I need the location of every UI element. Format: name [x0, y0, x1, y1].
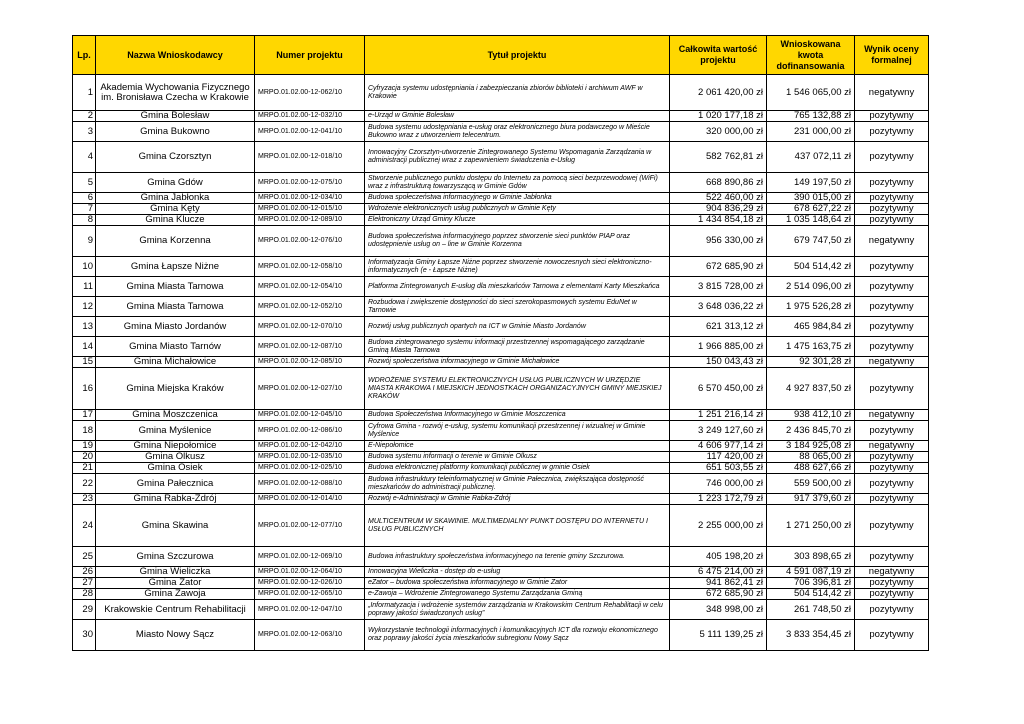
applicant-name: Gmina Korzenna	[96, 226, 255, 257]
total-value: 672 685,90 zł	[670, 257, 767, 277]
row-number: 2	[73, 111, 96, 122]
evaluation-result: pozytywny	[855, 337, 929, 357]
project-number: MRPO.01.02.00-12-070/10	[255, 317, 365, 337]
funding-amount: 488 627,66 zł	[767, 463, 855, 474]
project-title: Elektroniczny Urząd Gminy Klucze	[365, 215, 670, 226]
applicant-name: Gmina Myślenice	[96, 421, 255, 441]
total-value: 746 000,00 zł	[670, 474, 767, 494]
project-number: MRPO.01.02.00-12-085/10	[255, 357, 365, 368]
row-number: 3	[73, 122, 96, 142]
row-number: 26	[73, 567, 96, 578]
project-number: MRPO.01.02.00-12-054/10	[255, 277, 365, 297]
applicant-name: Gmina Jabłonka	[96, 193, 255, 204]
projects-table	[72, 35, 929, 651]
funding-amount: 2 436 845,70 zł	[767, 421, 855, 441]
row-number: 6	[73, 193, 96, 204]
project-title: Budowa systemu udostępniania e-usług oraz elektronicznego biura podawczego w Mieście Bukowno wraz z utworzeniem telecentrum.	[365, 122, 670, 142]
row-number: 15	[73, 357, 96, 368]
table-row	[73, 277, 929, 297]
project-title: Rozwój usług publicznych opartych na ICT w Gminie Miasto Jordanów	[365, 317, 670, 337]
applicant-name: Krakowskie Centrum Rehabilitacji	[96, 600, 255, 620]
funding-amount: 504 514,42 zł	[767, 257, 855, 277]
table-row	[73, 122, 929, 142]
applicant-name: Gmina Czorsztyn	[96, 142, 255, 173]
applicant-name: Gmina Łapsze Niżne	[96, 257, 255, 277]
funding-amount: 88 065,00 zł	[767, 452, 855, 463]
evaluation-result: pozytywny	[855, 204, 929, 215]
table-row	[73, 75, 929, 111]
row-number: 25	[73, 547, 96, 567]
total-value: 904 836,29 zł	[670, 204, 767, 215]
evaluation-result: pozytywny	[855, 297, 929, 317]
table-row	[73, 317, 929, 337]
applicant-name: Gmina Michałowice	[96, 357, 255, 368]
project-number: MRPO.01.02.00-12-014/10	[255, 494, 365, 505]
funding-amount: 437 072,11 zł	[767, 142, 855, 173]
project-number: MRPO.01.02.00-12-027/10	[255, 368, 365, 410]
applicant-name: Gmina Kęty	[96, 204, 255, 215]
project-title: Budowa elektronicznej platformy komunikacji publicznej w gminie Osiek	[365, 463, 670, 474]
project-title: Rozbudowa i zwiększenie dostępności do sieci szerokopasmowych systemu EduNet w Tarnowie	[365, 297, 670, 317]
project-title: Budowa systemu informacji o terenie w Gminie Olkusz	[365, 452, 670, 463]
evaluation-result: pozytywny	[855, 452, 929, 463]
table-row	[73, 441, 929, 452]
project-number: MRPO.01.02.00-12-062/10	[255, 75, 365, 111]
funding-amount: 765 132,88 zł	[767, 111, 855, 122]
applicant-name: Gmina Gdów	[96, 173, 255, 193]
project-number: MRPO.01.02.00-12-075/10	[255, 173, 365, 193]
header-lp: Lp.	[73, 36, 96, 75]
total-value: 522 460,00 zł	[670, 193, 767, 204]
total-value: 941 862,41 zł	[670, 578, 767, 589]
project-title: WDROŻENIE SYSTEMU ELEKTRONICZNYCH USŁUG PUBLICZNYCH W URZĘDZIE MIASTA KRAKOWA I MIEJSKICH JEDNOSTKACH ORGANIZACYJNYCH GMINY MIEJSKIEJ KRAKÓW	[365, 368, 670, 410]
header-project-title: Tytuł projektu	[365, 36, 670, 75]
funding-amount: 390 015,00 zł	[767, 193, 855, 204]
table-row	[73, 410, 929, 421]
project-title: Rozwój społeczeństwa informacyjnego w Gminie Michałowice	[365, 357, 670, 368]
funding-amount: 303 898,65 zł	[767, 547, 855, 567]
evaluation-result: negatywny	[855, 226, 929, 257]
row-number: 8	[73, 215, 96, 226]
funding-amount: 1 035 148,64 zł	[767, 215, 855, 226]
funding-amount: 92 301,28 zł	[767, 357, 855, 368]
project-title: MULTICENTRUM W SKAWINIE. MULTIMEDIALNY PUNKT DOSTĘPU DO INTERNETU I USŁUG PUBLICZNYCH	[365, 505, 670, 547]
project-title: e-Urząd w Gminie Bolesław	[365, 111, 670, 122]
evaluation-result: pozytywny	[855, 589, 929, 600]
row-number: 12	[73, 297, 96, 317]
project-number: MRPO.01.02.00-12-041/10	[255, 122, 365, 142]
applicant-name: Akademia Wychowania Fizycznego im. Bronisława Czecha w Krakowie	[96, 75, 255, 111]
evaluation-result: pozytywny	[855, 600, 929, 620]
row-number: 18	[73, 421, 96, 441]
header-total-value: Całkowita wartość projektu	[670, 36, 767, 75]
row-number: 14	[73, 337, 96, 357]
table-row	[73, 173, 929, 193]
evaluation-result: negatywny	[855, 75, 929, 111]
project-title: Informatyzacja Gminy Łapsze Niżne poprzez stworzenie nowoczesnych sieci elektroniczno-informatycznych (e - Łapsze Niżne)	[365, 257, 670, 277]
total-value: 348 998,00 zł	[670, 600, 767, 620]
header-funding: Wnioskowana kwota dofinansowania	[767, 36, 855, 75]
applicant-name: Gmina Miasta Tarnowa	[96, 277, 255, 297]
project-title: Platforma Zintegrowanych E-usług dla mieszkańców Tarnowa z elementami Karty Mieszkańca	[365, 277, 670, 297]
row-number: 11	[73, 277, 96, 297]
table-row	[73, 567, 929, 578]
funding-amount: 4 591 087,19 zł	[767, 567, 855, 578]
funding-amount: 149 197,50 zł	[767, 173, 855, 193]
funding-amount: 2 514 096,00 zł	[767, 277, 855, 297]
applicant-name: Gmina Miasto Tarnów	[96, 337, 255, 357]
total-value: 651 503,55 zł	[670, 463, 767, 474]
project-number: MRPO.01.02.00-12-034/10	[255, 193, 365, 204]
table-row	[73, 620, 929, 651]
row-number: 21	[73, 463, 96, 474]
project-title: Innowacyjny Czorsztyn-utworzenie Zintegrowanego Systemu Wspomagania Zarządzania w administracji publicznej wraz z zapewnieniem świadczenia e-Usług	[365, 142, 670, 173]
funding-amount: 231 000,00 zł	[767, 122, 855, 142]
total-value: 405 198,20 zł	[670, 547, 767, 567]
project-title: Cyfrowa Gmina - rozwój e-usług, systemu komunikacji przestrzennej i wizualnej w Gminie Myślenice	[365, 421, 670, 441]
table-row	[73, 215, 929, 226]
header-project-number: Numer projektu	[255, 36, 365, 75]
evaluation-result: pozytywny	[855, 111, 929, 122]
total-value: 3 815 728,00 zł	[670, 277, 767, 297]
row-number: 24	[73, 505, 96, 547]
project-number: MRPO.01.02.00-12-077/10	[255, 505, 365, 547]
table-row	[73, 600, 929, 620]
row-number: 5	[73, 173, 96, 193]
table-row	[73, 297, 929, 317]
funding-amount: 917 379,60 zł	[767, 494, 855, 505]
applicant-name: Gmina Moszczenica	[96, 410, 255, 421]
row-number: 29	[73, 600, 96, 620]
table-row	[73, 474, 929, 494]
table-row	[73, 142, 929, 173]
project-number: MRPO.01.02.00-12-064/10	[255, 567, 365, 578]
total-value: 3 648 036,22 zł	[670, 297, 767, 317]
table-row	[73, 589, 929, 600]
total-value: 3 249 127,60 zł	[670, 421, 767, 441]
applicant-name: Gmina Pałecznica	[96, 474, 255, 494]
total-value: 1 966 885,00 zł	[670, 337, 767, 357]
table-row	[73, 357, 929, 368]
evaluation-result: pozytywny	[855, 173, 929, 193]
evaluation-result: pozytywny	[855, 578, 929, 589]
funding-amount: 678 627,22 zł	[767, 204, 855, 215]
applicant-name: Gmina Miasta Tarnowa	[96, 297, 255, 317]
table-row	[73, 193, 929, 204]
applicant-name: Gmina Bukowno	[96, 122, 255, 142]
funding-amount: 559 500,00 zł	[767, 474, 855, 494]
header-result: Wynik oceny formalnej	[855, 36, 929, 75]
total-value: 668 890,86 zł	[670, 173, 767, 193]
project-number: MRPO.01.02.00-12-065/10	[255, 589, 365, 600]
total-value: 6 475 214,00 zł	[670, 567, 767, 578]
funding-amount: 938 412,10 zł	[767, 410, 855, 421]
applicant-name: Gmina Rabka-Zdrój	[96, 494, 255, 505]
row-number: 17	[73, 410, 96, 421]
total-value: 956 330,00 zł	[670, 226, 767, 257]
total-value: 1 020 177,18 zł	[670, 111, 767, 122]
project-number: MRPO.01.02.00-12-035/10	[255, 452, 365, 463]
row-number: 1	[73, 75, 96, 111]
total-value: 150 043,43 zł	[670, 357, 767, 368]
project-title: Rozwój e-Administracji w Gminie Rabka-Zdrój	[365, 494, 670, 505]
applicant-name: Gmina Osiek	[96, 463, 255, 474]
applicant-name: Gmina Klucze	[96, 215, 255, 226]
total-value: 2 061 420,00 zł	[670, 75, 767, 111]
project-number: MRPO.01.02.00-12-076/10	[255, 226, 365, 257]
total-value: 1 434 854,18 zł	[670, 215, 767, 226]
evaluation-result: pozytywny	[855, 368, 929, 410]
total-value: 2 255 000,00 zł	[670, 505, 767, 547]
total-value: 1 251 216,14 zł	[670, 410, 767, 421]
project-title: Cyfryzacja systemu udostępniania i zabezpieczania zbiorów biblioteki i archiwum AWF w Krakowie	[365, 75, 670, 111]
row-number: 19	[73, 441, 96, 452]
row-number: 22	[73, 474, 96, 494]
project-title: Wykorzystanie technologii informacyjnych i komunikacyjnych ICT dla rozwoju ekonomicznego oraz poprawy jakości życia mieszkańców subregionu Nowy Sącz	[365, 620, 670, 651]
applicant-name: Gmina Zator	[96, 578, 255, 589]
applicant-name: Gmina Bolesław	[96, 111, 255, 122]
evaluation-result: pozytywny	[855, 317, 929, 337]
applicant-name: Miasto Nowy Sącz	[96, 620, 255, 651]
total-value: 582 762,81 zł	[670, 142, 767, 173]
row-number: 4	[73, 142, 96, 173]
total-value: 1 223 172,79 zł	[670, 494, 767, 505]
applicant-name: Gmina Miasto Jordanów	[96, 317, 255, 337]
project-number: MRPO.01.02.00-12-069/10	[255, 547, 365, 567]
funding-amount: 679 747,50 zł	[767, 226, 855, 257]
project-title: Budowa Społeczeństwa Informacyjnego w Gminie Moszczenica	[365, 410, 670, 421]
evaluation-result: pozytywny	[855, 277, 929, 297]
table-row	[73, 452, 929, 463]
evaluation-result: negatywny	[855, 357, 929, 368]
applicant-name: Gmina Olkusz	[96, 452, 255, 463]
table-row	[73, 111, 929, 122]
project-number: MRPO.01.02.00-12-018/10	[255, 142, 365, 173]
row-number: 9	[73, 226, 96, 257]
project-title: Budowa społeczeństwa informacyjnego poprzez stworzenie sieci punktów PIAP oraz udostępnienie usług on – line w Gminie Korzenna	[365, 226, 670, 257]
project-number: MRPO.01.02.00-12-025/10	[255, 463, 365, 474]
row-number: 23	[73, 494, 96, 505]
project-number: MRPO.01.02.00-12-086/10	[255, 421, 365, 441]
evaluation-result: pozytywny	[855, 494, 929, 505]
project-title: Budowa infrastruktury teleinformatycznej w Gminie Pałecznica, zwiększająca dostępność mieszkańców do administracji publicznej.	[365, 474, 670, 494]
evaluation-result: pozytywny	[855, 142, 929, 173]
total-value: 672 685,90 zł	[670, 589, 767, 600]
evaluation-result: pozytywny	[855, 215, 929, 226]
applicant-name: Gmina Zawoja	[96, 589, 255, 600]
table-row	[73, 257, 929, 277]
evaluation-result: pozytywny	[855, 620, 929, 651]
project-number: MRPO.01.02.00-12-052/10	[255, 297, 365, 317]
table-body	[73, 75, 929, 651]
project-number: MRPO.01.02.00-12-087/10	[255, 337, 365, 357]
project-title: eZator – budowa społeczeństwa informacyjnego w Gminie Zator	[365, 578, 670, 589]
project-title: Stworzenie publicznego punktu dostępu do Internetu za pomocą sieci bezprzewodowej (WiFi) wraz z infrastrukturą towarzyszącą w Gminie Gdów	[365, 173, 670, 193]
evaluation-result: pozytywny	[855, 505, 929, 547]
total-value: 6 570 450,00 zł	[670, 368, 767, 410]
evaluation-result: pozytywny	[855, 193, 929, 204]
project-title: „Informatyzacja i wdrożenie systemów zarządzania w Krakowskim Centrum Rehabilitacji w celu poprawy jakości świadczonych usług”	[365, 600, 670, 620]
evaluation-result: pozytywny	[855, 547, 929, 567]
applicant-name: Gmina Niepołomice	[96, 441, 255, 452]
project-number: MRPO.01.02.00-12-063/10	[255, 620, 365, 651]
table-row	[73, 368, 929, 410]
evaluation-result: pozytywny	[855, 257, 929, 277]
funding-amount: 1 475 163,75 zł	[767, 337, 855, 357]
applicant-name: Gmina Wieliczka	[96, 567, 255, 578]
row-number: 13	[73, 317, 96, 337]
project-title: E-Niepołomice	[365, 441, 670, 452]
evaluation-result: pozytywny	[855, 421, 929, 441]
row-number: 30	[73, 620, 96, 651]
row-number: 10	[73, 257, 96, 277]
funding-amount: 3 833 354,45 zł	[767, 620, 855, 651]
applicant-name: Gmina Szczurowa	[96, 547, 255, 567]
table-row	[73, 463, 929, 474]
table-row	[73, 494, 929, 505]
project-number: MRPO.01.02.00-12-042/10	[255, 441, 365, 452]
applicant-name: Gmina Miejska Kraków	[96, 368, 255, 410]
total-value: 320 000,00 zł	[670, 122, 767, 142]
project-title: Innowacyjna Wieliczka - dostęp do e-usług	[365, 567, 670, 578]
project-number: MRPO.01.02.00-12-026/10	[255, 578, 365, 589]
project-title: Budowa społeczeństwa informacyjnego w Gminie Jabłonka	[365, 193, 670, 204]
total-value: 4 606 977,14 zł	[670, 441, 767, 452]
funding-amount: 504 514,42 zł	[767, 589, 855, 600]
funding-amount: 1 975 526,28 zł	[767, 297, 855, 317]
total-value: 5 111 139,25 zł	[670, 620, 767, 651]
table-row	[73, 337, 929, 357]
project-title: e-Zawoja – Wdrożenie Zintegrowanego Systemu Zarządzania Gminą	[365, 589, 670, 600]
row-number: 20	[73, 452, 96, 463]
evaluation-result: negatywny	[855, 567, 929, 578]
project-title: Budowa infrastruktury społeczeństwa informacyjnego na terenie gminy Szczurowa.	[365, 547, 670, 567]
project-number: MRPO.01.02.00-12-045/10	[255, 410, 365, 421]
funding-amount: 3 184 925,08 zł	[767, 441, 855, 452]
project-title: Wdrożenie elektronicznych usług publicznych w Gminie Kęty	[365, 204, 670, 215]
row-number: 28	[73, 589, 96, 600]
funding-amount: 706 396,81 zł	[767, 578, 855, 589]
table-row	[73, 226, 929, 257]
table-row	[73, 421, 929, 441]
project-number: MRPO.01.02.00-12-088/10	[255, 474, 365, 494]
row-number: 16	[73, 368, 96, 410]
table-row	[73, 204, 929, 215]
project-number: MRPO.01.02.00-12-089/10	[255, 215, 365, 226]
project-number: MRPO.01.02.00-12-015/10	[255, 204, 365, 215]
row-number: 7	[73, 204, 96, 215]
funding-amount: 465 984,84 zł	[767, 317, 855, 337]
project-number: MRPO.01.02.00-12-032/10	[255, 111, 365, 122]
evaluation-result: pozytywny	[855, 122, 929, 142]
funding-amount: 4 927 837,50 zł	[767, 368, 855, 410]
header-applicant: Nazwa Wnioskodawcy	[96, 36, 255, 75]
project-number: MRPO.01.02.00-12-058/10	[255, 257, 365, 277]
project-title: Budowa zintegrowanego systemu informacji przestrzennej wspomagającego zarządzanie Gminą Miasta Tarnowa	[365, 337, 670, 357]
row-number: 27	[73, 578, 96, 589]
applicant-name: Gmina Skawina	[96, 505, 255, 547]
project-number: MRPO.01.02.00-12-047/10	[255, 600, 365, 620]
table-row	[73, 547, 929, 567]
evaluation-result: negatywny	[855, 441, 929, 452]
header-row	[73, 36, 929, 75]
funding-amount: 1 546 065,00 zł	[767, 75, 855, 111]
evaluation-result: pozytywny	[855, 463, 929, 474]
funding-amount: 261 748,50 zł	[767, 600, 855, 620]
evaluation-result: negatywny	[855, 410, 929, 421]
total-value: 621 313,12 zł	[670, 317, 767, 337]
funding-amount: 1 271 250,00 zł	[767, 505, 855, 547]
total-value: 117 420,00 zł	[670, 452, 767, 463]
table-row	[73, 578, 929, 589]
table-row	[73, 505, 929, 547]
evaluation-result: pozytywny	[855, 474, 929, 494]
